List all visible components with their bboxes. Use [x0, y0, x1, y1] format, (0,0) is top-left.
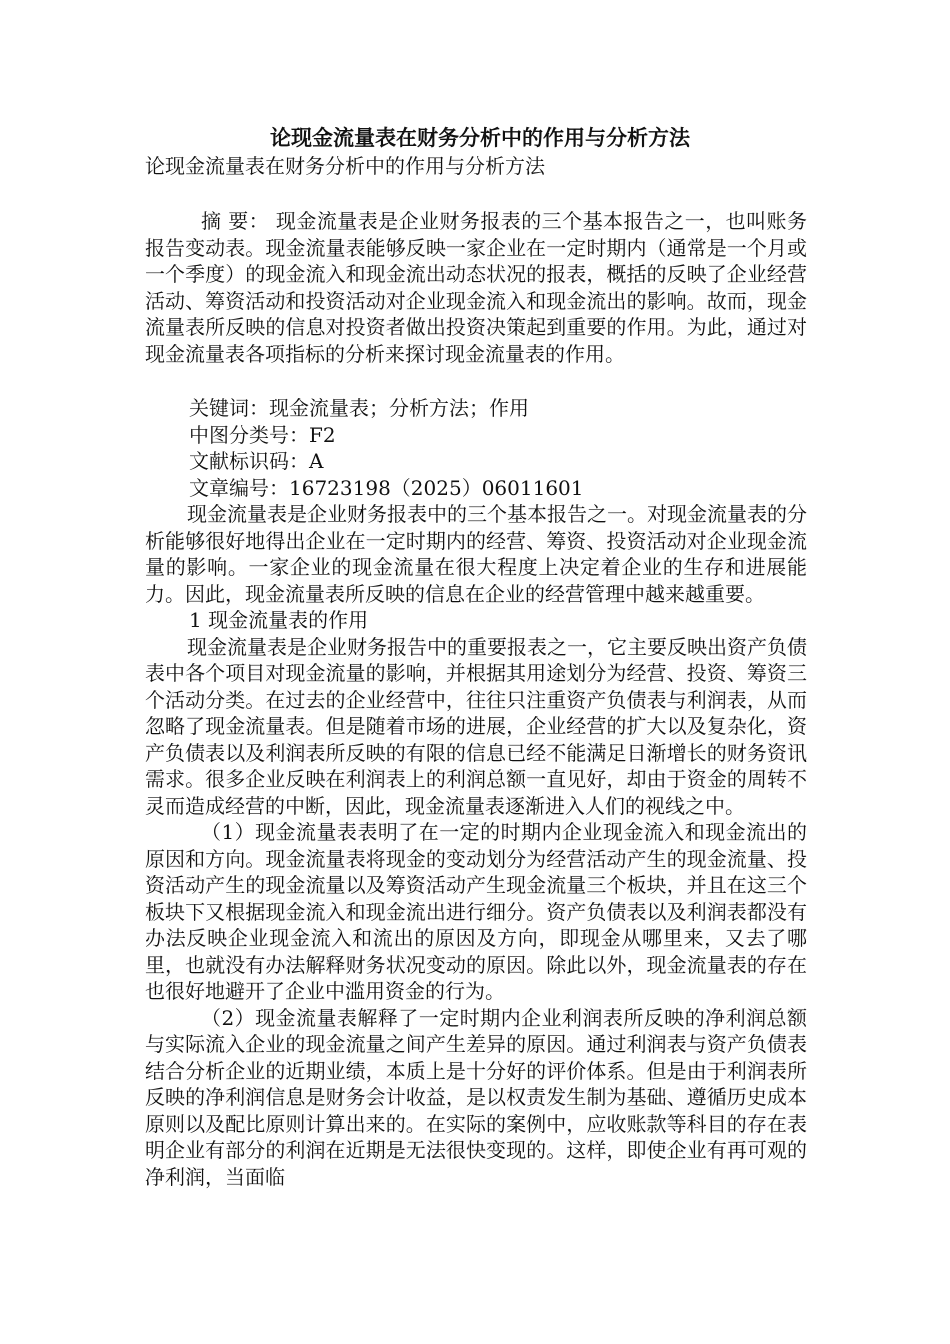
spacer	[145, 180, 807, 208]
section-body-paragraph: 现金流量表是企业财务报告中的重要报表之一，它主要反映出资产负债表中各个项目对现金流量的影响，并根据其用途划分为经营、投资、筹资三个活动分类。在过去的企业经营中，往往只注重资产负债表与利润表，从而忽略了现金流量表。但是随着市场的进展，企业经营的扩大以及复杂化，资产负债表以及利润表所反映的有限的信息已经不能满足日渐增长的财务资讯需求。很多企业反映在利润表上的利润总额一直见好，却由于资金的周转不灵而造成经营的中断，因此，现金流量表逐渐进入人们的视线之中。	[145, 634, 807, 818]
article-no-label: 文章编号：	[189, 475, 289, 500]
document-title: 论现金流量表在财务分析中的作用与分析方法	[270, 125, 690, 150]
keywords-label: 关键词：	[189, 396, 269, 420]
article-no-line	[145, 475, 807, 502]
clc-line	[145, 422, 807, 449]
clc-value: F2	[309, 422, 336, 447]
section-heading: 1 现金流量表的作用	[189, 608, 369, 632]
point-1-paragraph: （1）现金流量表表明了在一定的时期内企业现金流入和现金流出的原因和方向。现金流量表将现金的变动划分为经营活动产生的现金流量、投资活动产生的现金流量以及筹资活动产生现金流量三个板块，并且在这三个板块下又根据现金流入和现金流出进行细分。资产负债表以及利润表都没有办法反映企业现金流入和流出的原因及方向，即现金从哪里来，又去了哪里，也就没有办法解释财务状况变动的原因。除此以外，现金流量表的存在也很好地避开了企业中滥用资金的行为。	[145, 820, 807, 1003]
article-no-value: 16723198（2025）06011601	[289, 475, 584, 500]
document-subtitle: 论现金流量表在财务分析中的作用与分析方法	[145, 154, 545, 178]
clc-label: 中图分类号：	[189, 422, 309, 447]
doc-code-value: A	[309, 449, 324, 473]
keywords-value: 现金流量表；分析方法；作用	[269, 396, 529, 420]
keywords-line	[145, 395, 807, 422]
document-page	[145, 124, 807, 1190]
point-2-paragraph: （2）现金流量表解释了一定时期内企业利润表所反映的净利润总额与实际流入企业的现金流量之间产生差异的原因。通过利润表与资产负债表结合分析企业的近期业绩，本质上是十分好的评价体系。但是由于利润表所反映的净利润信息是财务会计收益，是以权责发生制为基础、遵循历史成本原则以及配比原则计算出来的。在实际的案例中，应收账款等科目的存在表明企业有部分的利润在近期是无法很快变现的。这样，即使企业有再可观的净利润，当面临	[145, 1005, 807, 1189]
doc-code-label: 文献标识码：	[189, 449, 309, 473]
doc-code-line	[145, 448, 807, 475]
intro-paragraph: 现金流量表是企业财务报表中的三个基本报告之一。对现金流量表的分析能够很好地得出企业在一定时期内的经营、筹资、投资活动对企业现金流量的影响。一家企业的现金流量在很大程度上决定着企业的生存和进展能力。因此，现金流量表所反映的信息在企业的经营管理中越来越重要。	[145, 502, 807, 606]
abstract-paragraph: 摘 要： 现金流量表是企业财务报表的三个基本报告之一，也叫账务报告变动表。现金流量表能够反映一家企业在一定时期内（通常是一个月或一个季度）的现金流入和现金流出动态状况的报表，概括的反映了企业经营活动、筹资活动和投资活动对企业现金流入和现金流出的影响。故而，现金流量表所反映的信息对投资者做出投资决策起到重要的作用。为此，通过对现金流量表各项指标的分析来探讨现金流量表的作用。	[145, 209, 807, 366]
spacer	[145, 367, 807, 395]
